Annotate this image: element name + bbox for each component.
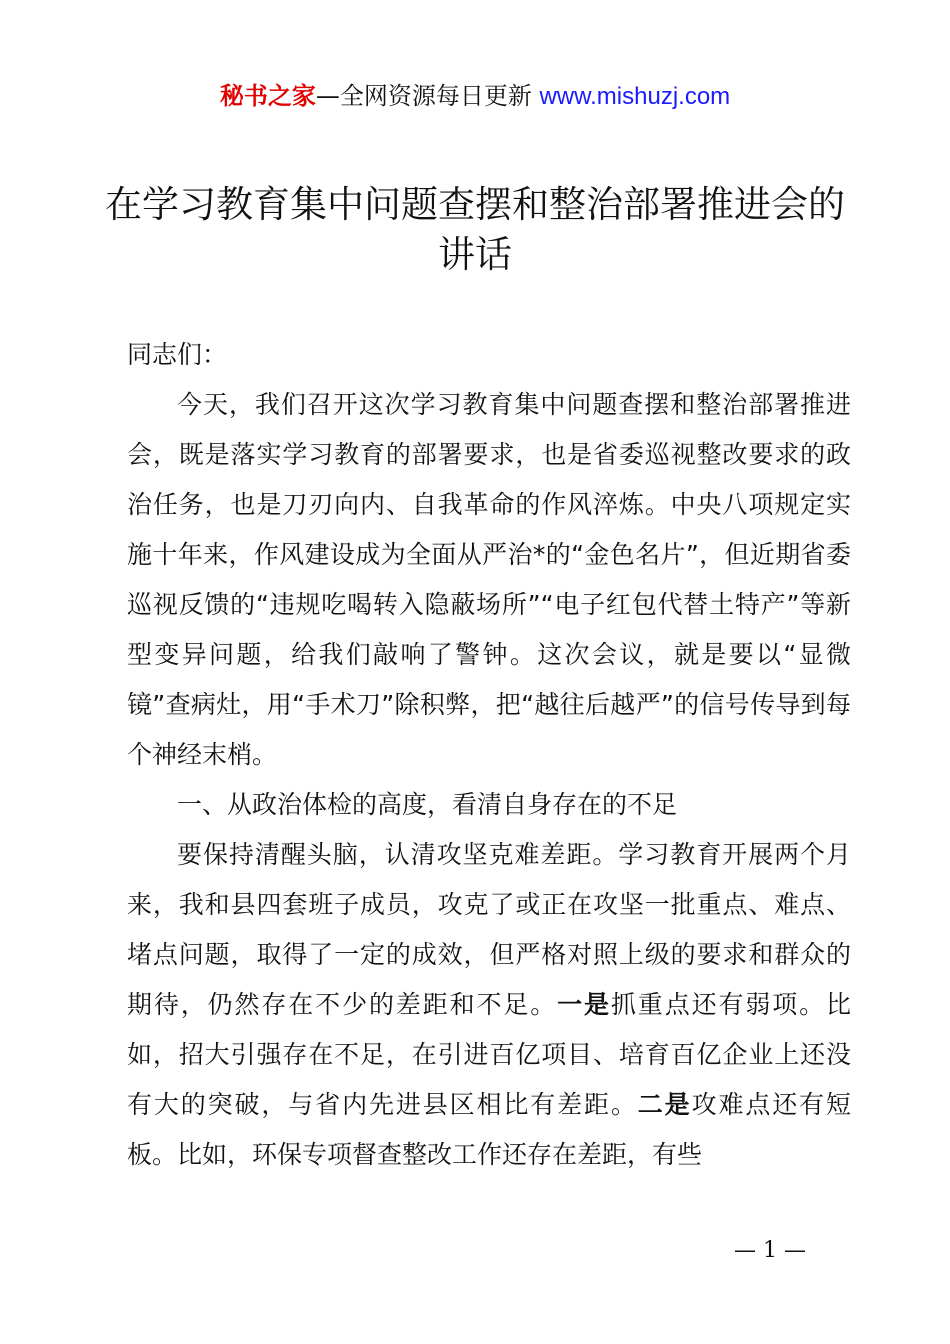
site-url-link[interactable]: www.mishuzj.com (539, 83, 731, 110)
section-heading-1: 一、从政治体检的高度，看清自身存在的不足 (177, 790, 678, 819)
document-title: 在学习教育集中问题查摆和整治部署推进会的讲话 (105, 183, 845, 276)
salutation: 同志们： (127, 340, 228, 369)
paragraph-2-text-d: 攻难点还有短板。比如，环保专项督查整改工作还存在差距，有些 (127, 1090, 851, 1169)
point-marker-1: 一是 (557, 990, 611, 1019)
paragraph-2 (127, 830, 851, 1180)
paragraph-2-text-c: 抓重点还有弱项。比如，招大引强存在不足，在引进百亿项目、培育百亿企业上还没有大的突破，与省内先进县区相比有差距。 (127, 990, 851, 1119)
paragraph-2-text-a: 要保持清醒头脑，认清攻坚克难差距。学习教育开展两个月来，我和县四套班子成员，攻克了或正在攻坚一批重点、难点、堵点问题，取得了一定的成效，但严格对照上级的要求和群众的期待，仍然存在不少的差距和不足。 (127, 840, 851, 1019)
site-tagline: —全网资源每日更新 (315, 82, 540, 110)
paragraph-intro: 今天，我们召开这次学习教育集中问题查摆和整治部署推进会，既是落实学习教育的部署要求，也是省委巡视整改要求的政治任务，也是刀刃向内、自我革命的作风淬炼。中央八项规定实施十年来，作风建设成为全面从严治*的“金色名片”，但近期省委巡视反馈的“违规吃喝转入隐蔽场所”“电子红包代替土特产”等新型变异问题，给我们敲响了警钟。这次会议，就是要以“显微镜”查病灶，用“手术刀”除积弊，把“越往后越严”的信号传导到每个神经末梢。 (127, 390, 851, 769)
page-number: — 1 — (734, 1238, 806, 1263)
site-brand: 秘书之家 (219, 82, 316, 110)
document-body (127, 330, 851, 1180)
point-marker-2: 二是 (637, 1090, 692, 1119)
site-header (0, 80, 950, 113)
